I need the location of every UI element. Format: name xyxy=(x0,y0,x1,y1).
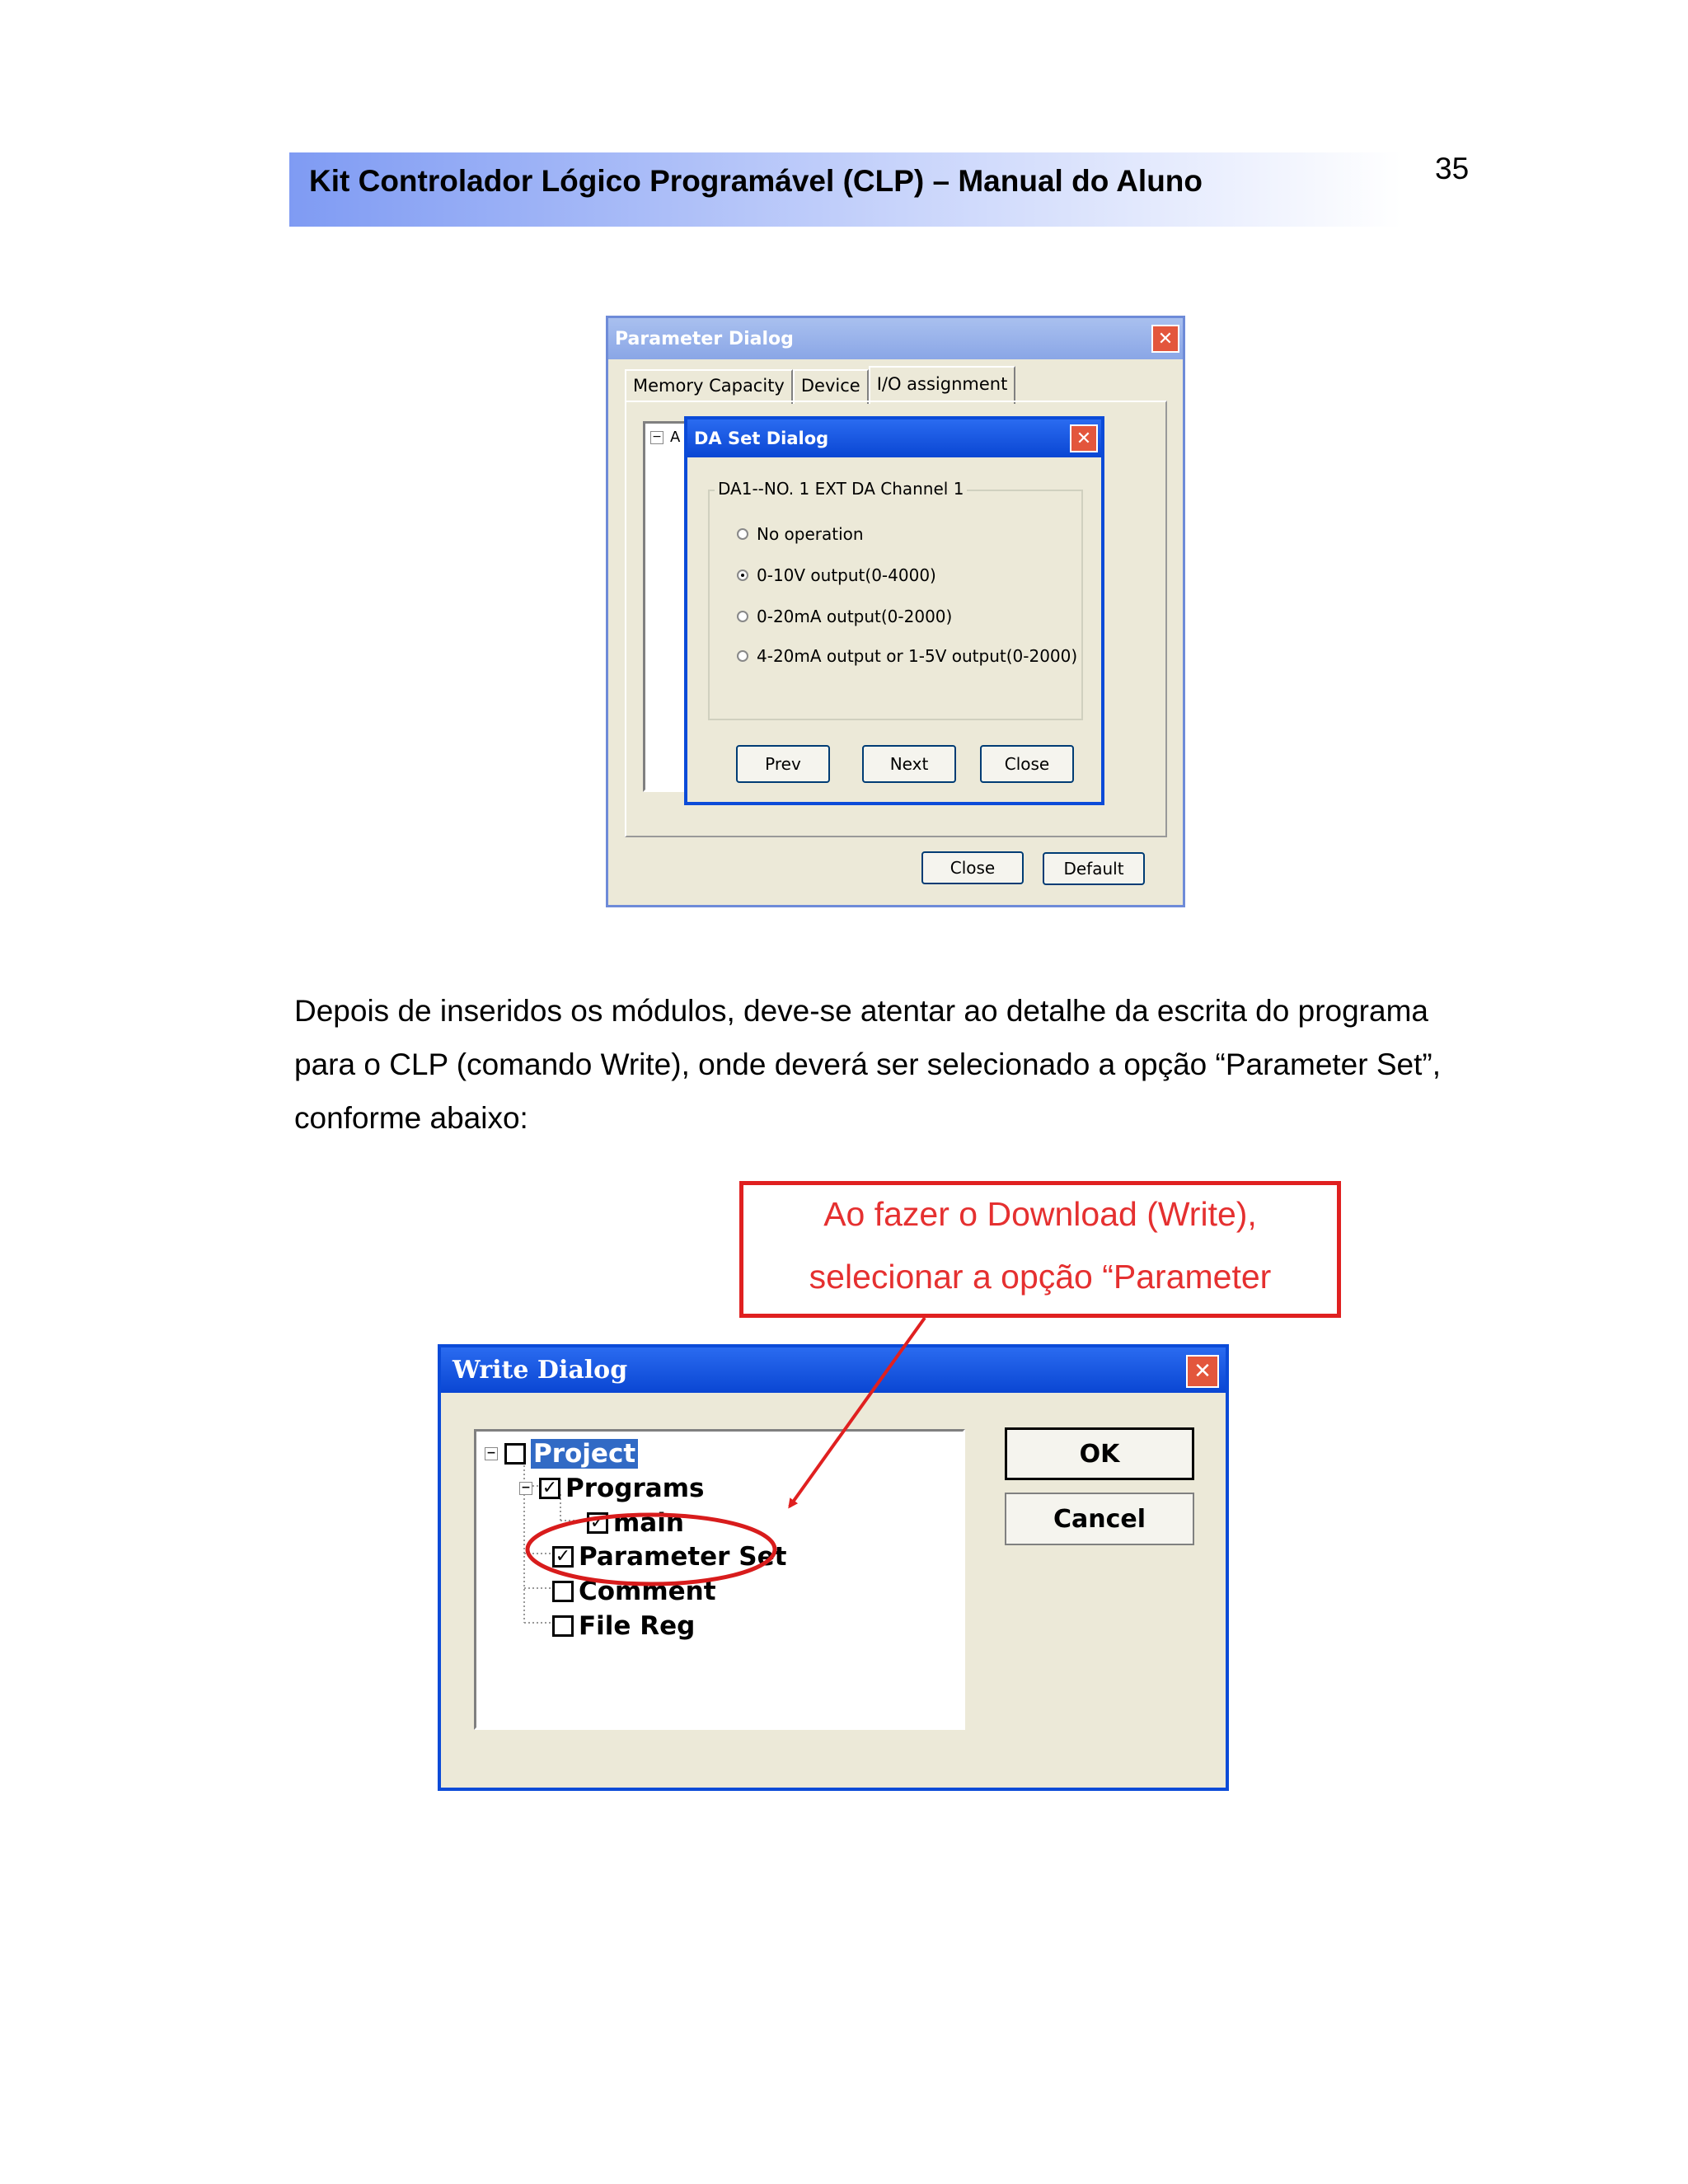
collapse-icon[interactable]: − xyxy=(485,1447,498,1460)
parameter-dialog-title: Parameter Dialog xyxy=(615,328,794,349)
annotation-arrow xyxy=(790,1318,925,1507)
ok-button[interactable]: OK xyxy=(1005,1427,1194,1480)
next-button[interactable]: Next xyxy=(862,745,956,783)
paragraph-line: conforme abaixo: xyxy=(294,1101,528,1135)
tab-io-assignment[interactable]: I/O assignment xyxy=(869,366,1016,404)
tree-node-label: Programs xyxy=(565,1474,705,1503)
callout-line-2: selecionar a opção “Parameter xyxy=(809,1258,1272,1296)
paragraph-line: Depois de inseridos os módulos, deve-se atentar ao detalhe da escrita do programa xyxy=(294,994,1428,1028)
paragraph-line: para o CLP (comando Write), onde deverá ser selecionado a opção “Parameter Set”, xyxy=(294,1047,1441,1081)
close-button[interactable]: Close xyxy=(980,745,1074,783)
close-button[interactable]: Close xyxy=(921,851,1024,884)
tree-item-label: A xyxy=(670,429,681,446)
tree-node-label: Project xyxy=(531,1439,638,1469)
tree-node-label: File Reg xyxy=(579,1611,696,1641)
checkbox-checked-icon[interactable]: ✓ xyxy=(587,1512,608,1534)
option-label: No operation xyxy=(757,524,864,544)
collapse-icon[interactable]: − xyxy=(519,1482,532,1495)
close-icon[interactable]: ✕ xyxy=(1151,325,1179,353)
annotation-ellipse xyxy=(528,1515,775,1584)
prev-button[interactable]: Prev xyxy=(736,745,830,783)
tab-memory-capacity[interactable]: Memory Capacity xyxy=(625,369,793,404)
document-title: Kit Controlador Lógico Programável (CLP) – Manual do Aluno xyxy=(309,164,1203,198)
close-icon[interactable]: ✕ xyxy=(1186,1355,1219,1388)
option-label: 0-20mA output(0-2000) xyxy=(757,607,953,626)
checkbox-checked-icon[interactable]: ✓ xyxy=(539,1478,560,1499)
collapse-icon[interactable]: − xyxy=(650,431,663,444)
default-button[interactable]: Default xyxy=(1043,852,1145,885)
callout-line-1: Ao fazer o Download (Write), xyxy=(823,1195,1257,1233)
tree-node-label: Parameter Set xyxy=(579,1542,787,1572)
tree-node-label: main xyxy=(613,1508,684,1538)
channel-group-label: DA1--NO. 1 EXT DA Channel 1 xyxy=(715,479,967,499)
write-dialog-title: Write Dialog xyxy=(452,1356,628,1385)
tab-device[interactable]: Device xyxy=(793,369,869,404)
tree-node-label: Comment xyxy=(579,1577,716,1606)
option-label: 4-20mA output or 1-5V output(0-2000) xyxy=(757,646,1078,666)
cancel-button[interactable]: Cancel xyxy=(1005,1493,1194,1545)
da-set-dialog-title: DA Set Dialog xyxy=(694,429,829,448)
checkbox-checked-icon[interactable]: ✓ xyxy=(552,1546,574,1568)
option-label: 0-10V output(0-4000) xyxy=(757,565,936,585)
page-number: 35 xyxy=(1435,152,1470,185)
close-icon[interactable]: ✕ xyxy=(1070,424,1098,452)
